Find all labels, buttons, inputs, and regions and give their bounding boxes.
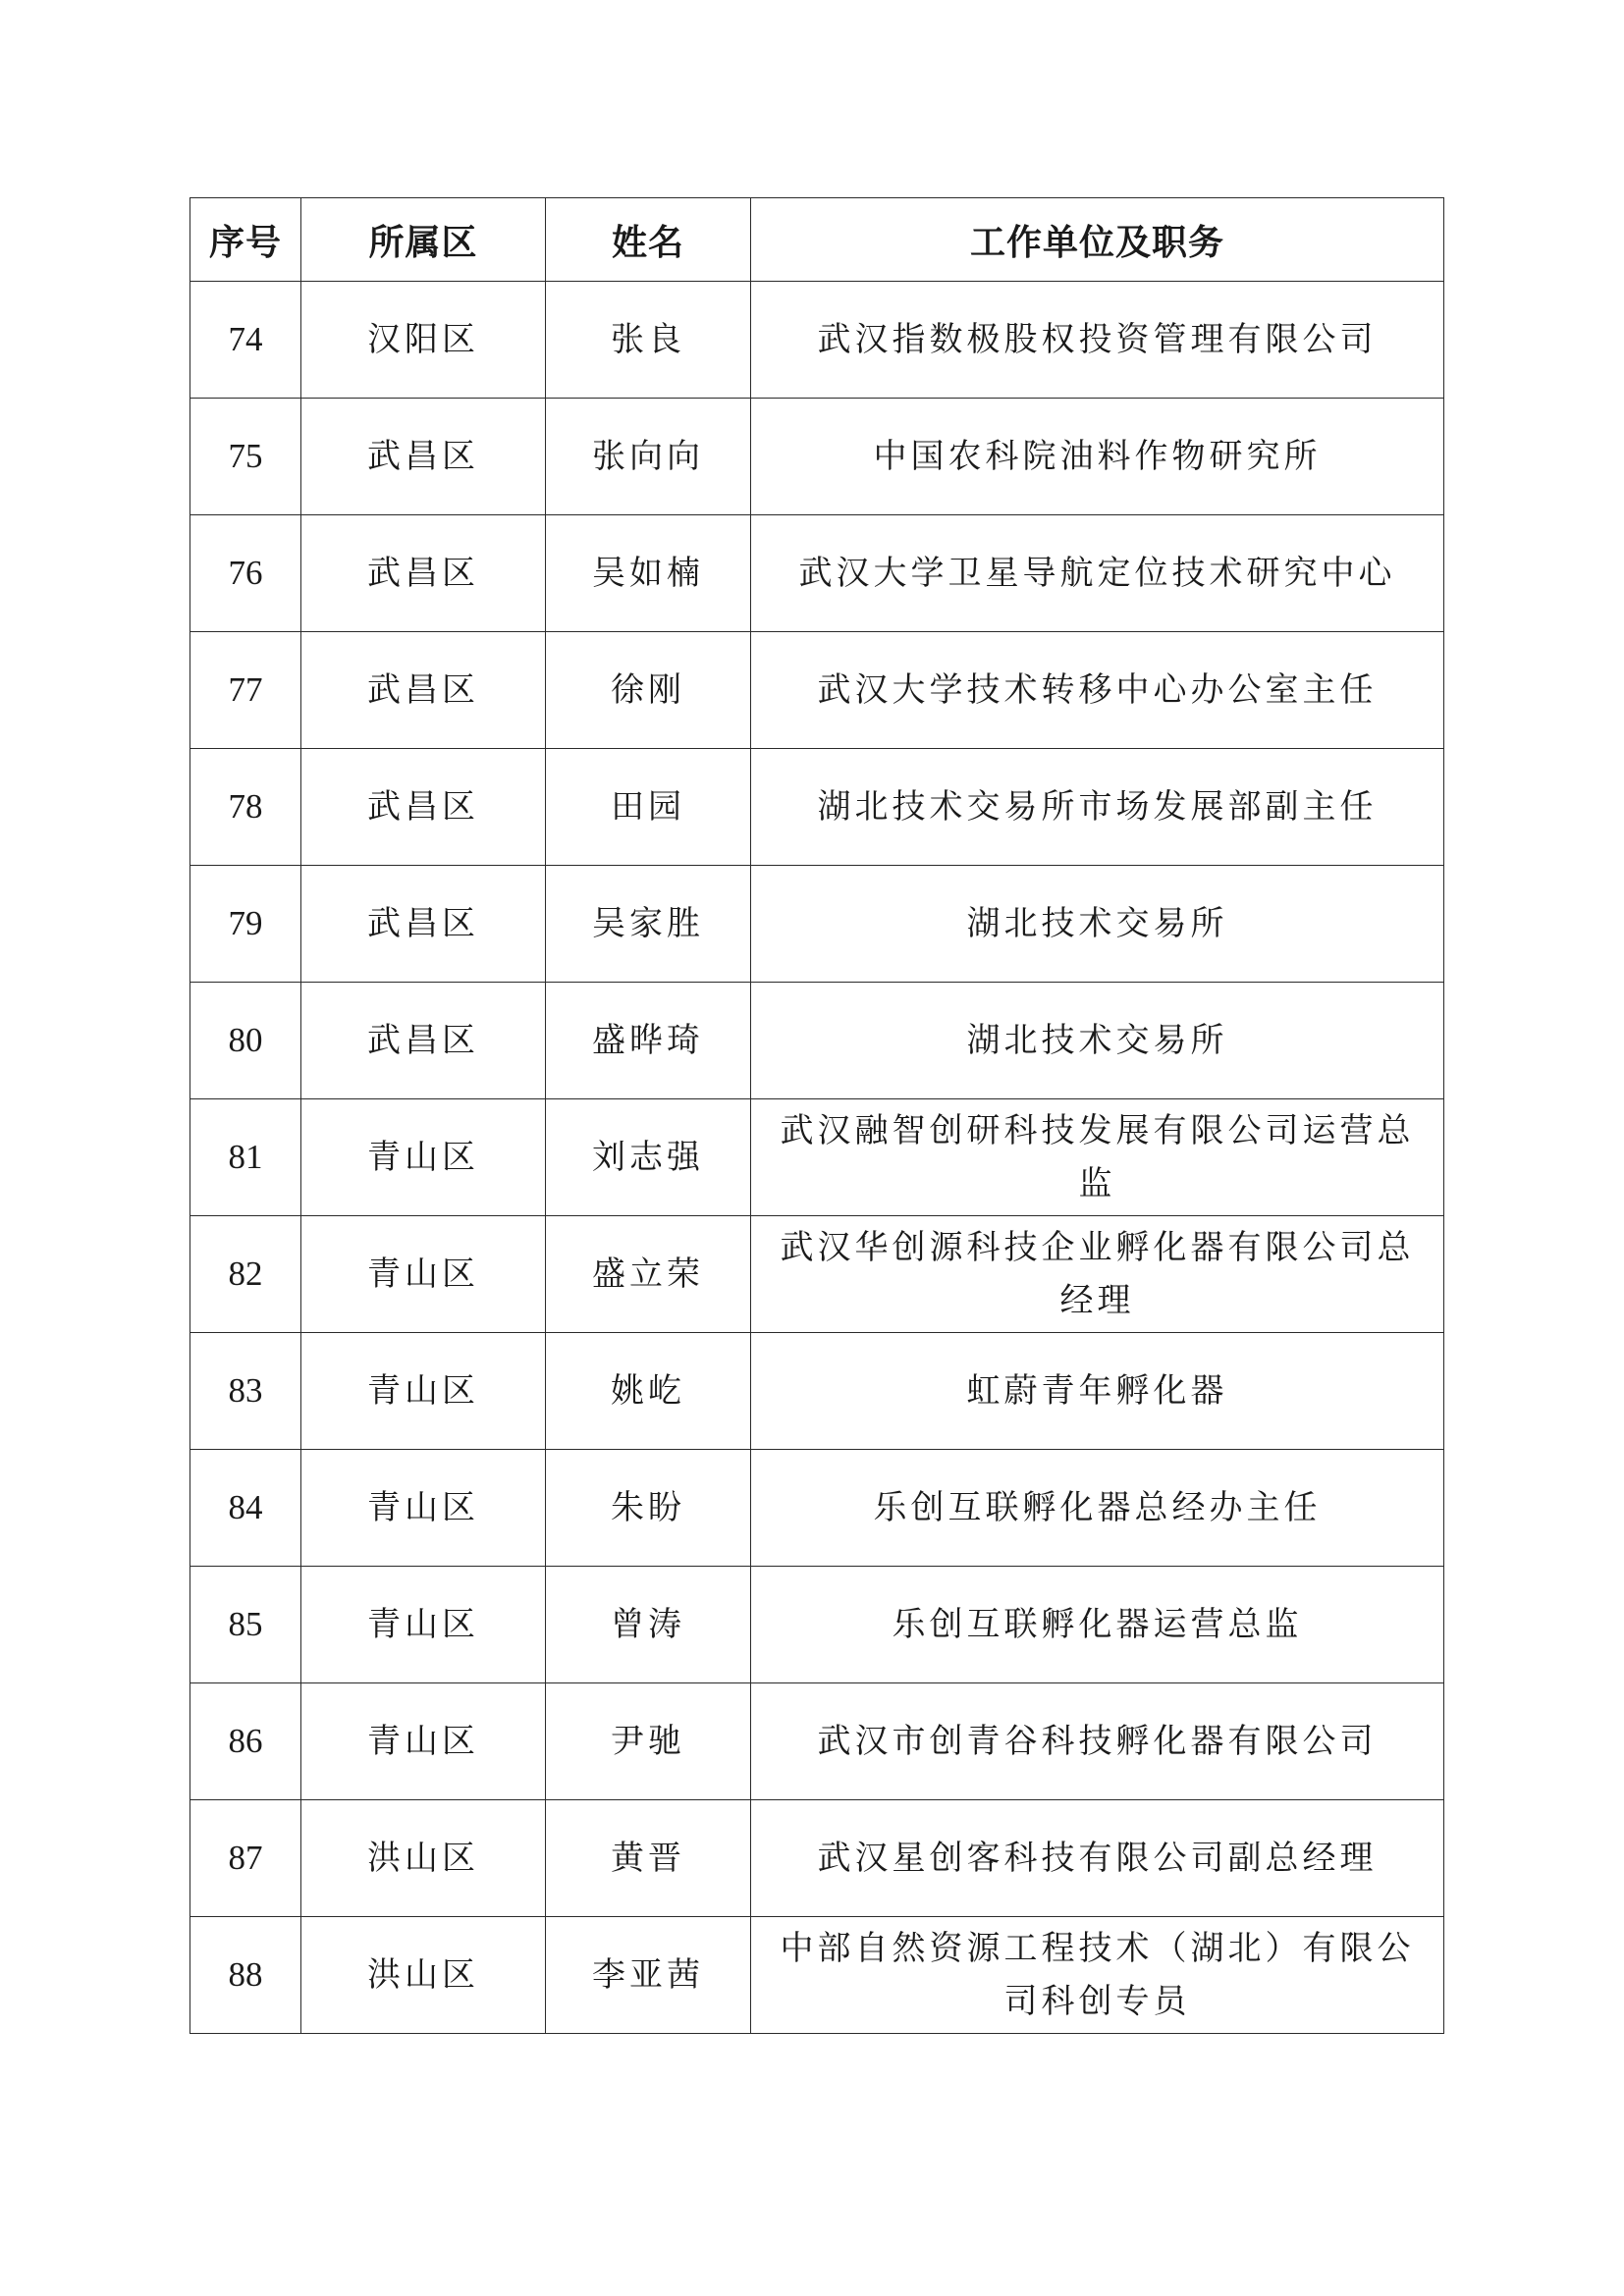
table-row bbox=[190, 1333, 1444, 1450]
cell-district: 青山区 bbox=[301, 1333, 546, 1450]
cell-serial-number: 79 bbox=[190, 866, 301, 983]
table-row bbox=[190, 1683, 1444, 1800]
cell-district: 武昌区 bbox=[301, 983, 546, 1099]
cell-district: 武昌区 bbox=[301, 515, 546, 632]
cell-work-unit: 中国农科院油料作物研究所 bbox=[751, 399, 1444, 515]
cell-district: 武昌区 bbox=[301, 749, 546, 866]
cell-work-unit: 武汉指数极股权投资管理有限公司 bbox=[751, 282, 1444, 399]
cell-name: 吴如楠 bbox=[546, 515, 751, 632]
cell-work-unit: 湖北技术交易所 bbox=[751, 866, 1444, 983]
personnel-table bbox=[189, 197, 1444, 2034]
header-row bbox=[190, 198, 1444, 282]
table-row bbox=[190, 399, 1444, 515]
cell-name: 张良 bbox=[546, 282, 751, 399]
cell-name: 盛立荣 bbox=[546, 1216, 751, 1333]
table-row bbox=[190, 1917, 1444, 2034]
table-row bbox=[190, 1450, 1444, 1567]
table-row bbox=[190, 515, 1444, 632]
table-row bbox=[190, 1216, 1444, 1333]
cell-work-unit: 武汉大学技术转移中心办公室主任 bbox=[751, 632, 1444, 749]
cell-name: 徐刚 bbox=[546, 632, 751, 749]
cell-district: 青山区 bbox=[301, 1567, 546, 1683]
cell-work-unit: 乐创互联孵化器运营总监 bbox=[751, 1567, 1444, 1683]
header-district: 所属区 bbox=[301, 198, 546, 282]
cell-serial-number: 78 bbox=[190, 749, 301, 866]
cell-name: 盛晔琦 bbox=[546, 983, 751, 1099]
table-row bbox=[190, 1567, 1444, 1683]
cell-serial-number: 74 bbox=[190, 282, 301, 399]
cell-serial-number: 82 bbox=[190, 1216, 301, 1333]
cell-district: 洪山区 bbox=[301, 1800, 546, 1917]
table-row bbox=[190, 282, 1444, 399]
cell-serial-number: 86 bbox=[190, 1683, 301, 1800]
cell-name: 吴家胜 bbox=[546, 866, 751, 983]
cell-name: 姚屹 bbox=[546, 1333, 751, 1450]
table-row bbox=[190, 1800, 1444, 1917]
table-row bbox=[190, 866, 1444, 983]
cell-name: 刘志强 bbox=[546, 1099, 751, 1216]
cell-name: 李亚茜 bbox=[546, 1917, 751, 2034]
cell-serial-number: 84 bbox=[190, 1450, 301, 1567]
cell-serial-number: 80 bbox=[190, 983, 301, 1099]
cell-serial-number: 87 bbox=[190, 1800, 301, 1917]
cell-name: 田园 bbox=[546, 749, 751, 866]
table-body bbox=[190, 282, 1444, 2034]
cell-district: 汉阳区 bbox=[301, 282, 546, 399]
header-name: 姓名 bbox=[546, 198, 751, 282]
table-row bbox=[190, 632, 1444, 749]
cell-serial-number: 88 bbox=[190, 1917, 301, 2034]
table-row bbox=[190, 983, 1444, 1099]
table-row bbox=[190, 749, 1444, 866]
cell-serial-number: 81 bbox=[190, 1099, 301, 1216]
cell-work-unit: 武汉融智创研科技发展有限公司运营总监 bbox=[751, 1099, 1444, 1216]
header-work-unit: 工作单位及职务 bbox=[751, 198, 1444, 282]
cell-work-unit: 武汉大学卫星导航定位技术研究中心 bbox=[751, 515, 1444, 632]
cell-name: 曾涛 bbox=[546, 1567, 751, 1683]
cell-district: 青山区 bbox=[301, 1216, 546, 1333]
cell-serial-number: 75 bbox=[190, 399, 301, 515]
cell-name: 张向向 bbox=[546, 399, 751, 515]
table-header bbox=[190, 198, 1444, 282]
cell-work-unit: 乐创互联孵化器总经办主任 bbox=[751, 1450, 1444, 1567]
cell-serial-number: 83 bbox=[190, 1333, 301, 1450]
cell-district: 洪山区 bbox=[301, 1917, 546, 2034]
cell-district: 武昌区 bbox=[301, 632, 546, 749]
cell-work-unit: 虹蔚青年孵化器 bbox=[751, 1333, 1444, 1450]
cell-serial-number: 85 bbox=[190, 1567, 301, 1683]
cell-serial-number: 76 bbox=[190, 515, 301, 632]
cell-name: 尹驰 bbox=[546, 1683, 751, 1800]
table-row bbox=[190, 1099, 1444, 1216]
cell-work-unit: 武汉市创青谷科技孵化器有限公司 bbox=[751, 1683, 1444, 1800]
header-serial-number: 序号 bbox=[190, 198, 301, 282]
cell-serial-number: 77 bbox=[190, 632, 301, 749]
cell-district: 青山区 bbox=[301, 1099, 546, 1216]
cell-work-unit: 湖北技术交易所 bbox=[751, 983, 1444, 1099]
cell-work-unit: 武汉华创源科技企业孵化器有限公司总经理 bbox=[751, 1216, 1444, 1333]
cell-district: 青山区 bbox=[301, 1683, 546, 1800]
cell-work-unit: 中部自然资源工程技术（湖北）有限公司科创专员 bbox=[751, 1917, 1444, 2034]
cell-name: 朱盼 bbox=[546, 1450, 751, 1567]
cell-district: 青山区 bbox=[301, 1450, 546, 1567]
cell-name: 黄晋 bbox=[546, 1800, 751, 1917]
cell-district: 武昌区 bbox=[301, 866, 546, 983]
cell-work-unit: 武汉星创客科技有限公司副总经理 bbox=[751, 1800, 1444, 1917]
cell-work-unit: 湖北技术交易所市场发展部副主任 bbox=[751, 749, 1444, 866]
cell-district: 武昌区 bbox=[301, 399, 546, 515]
